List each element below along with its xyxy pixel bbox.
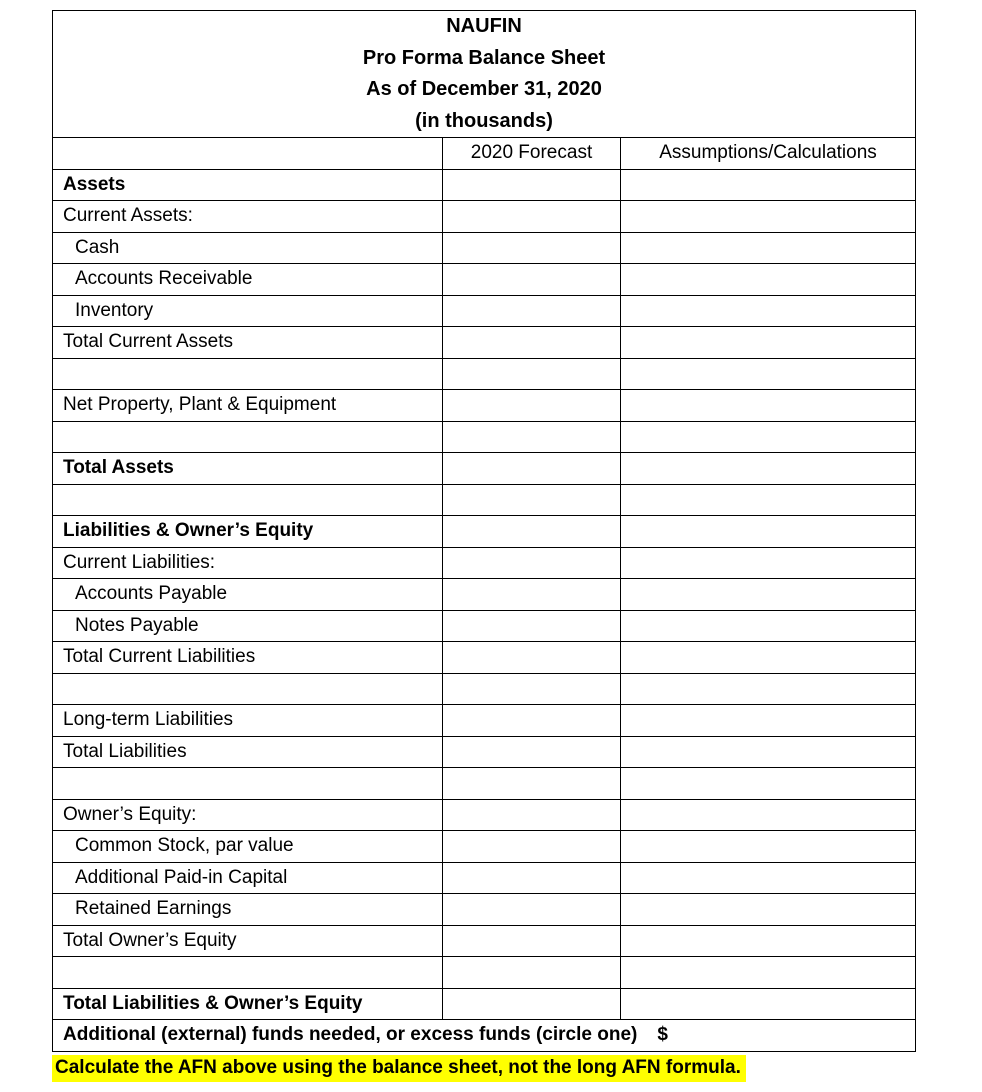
- table-row: [53, 201, 916, 233]
- column-header-row: [53, 138, 916, 170]
- table-row: [53, 421, 916, 453]
- row-label: [53, 484, 443, 516]
- row-label: Common Stock, par value: [53, 831, 443, 863]
- table-row: [53, 894, 916, 926]
- afn-instruction-note: Calculate the AFN above using the balance sheet, not the long AFN formula.: [52, 1055, 746, 1082]
- assumptions-cell[interactable]: [621, 957, 916, 989]
- forecast-cell[interactable]: [443, 799, 621, 831]
- sheet-title: Pro Forma Balance Sheet: [362, 46, 606, 69]
- row-label: Assets: [53, 169, 443, 201]
- forecast-cell[interactable]: [443, 390, 621, 422]
- row-label: Accounts Payable: [53, 579, 443, 611]
- assumptions-cell[interactable]: [621, 579, 916, 611]
- row-label: [53, 768, 443, 800]
- assumptions-cell[interactable]: [621, 295, 916, 327]
- table-row: [53, 327, 916, 359]
- forecast-cell[interactable]: [443, 453, 621, 485]
- assumptions-cell[interactable]: [621, 705, 916, 737]
- assumptions-cell[interactable]: [621, 736, 916, 768]
- table-row: [53, 579, 916, 611]
- forecast-cell[interactable]: [443, 547, 621, 579]
- forecast-cell[interactable]: [443, 831, 621, 863]
- assumptions-cell[interactable]: [621, 831, 916, 863]
- table-row: [53, 547, 916, 579]
- row-label: Net Property, Plant & Equipment: [53, 390, 443, 422]
- row-label: Notes Payable: [53, 610, 443, 642]
- table-row: [53, 673, 916, 705]
- title-block: [53, 11, 916, 138]
- table-row: [53, 642, 916, 674]
- forecast-cell[interactable]: [443, 925, 621, 957]
- table-row: [53, 736, 916, 768]
- table-row: [53, 516, 916, 548]
- forecast-cell[interactable]: [443, 358, 621, 390]
- forecast-cell[interactable]: [443, 673, 621, 705]
- forecast-cell[interactable]: [443, 421, 621, 453]
- assumptions-cell[interactable]: [621, 232, 916, 264]
- balance-sheet-page: [0, 10, 982, 1092]
- corner-cell: [53, 138, 443, 170]
- forecast-cell[interactable]: [443, 295, 621, 327]
- row-label: [53, 358, 443, 390]
- row-label: Owner’s Equity:: [53, 799, 443, 831]
- assumptions-cell[interactable]: [621, 421, 916, 453]
- forecast-cell[interactable]: [443, 169, 621, 201]
- assumptions-cell[interactable]: [621, 453, 916, 485]
- assumptions-cell[interactable]: [621, 264, 916, 296]
- table-row: [53, 295, 916, 327]
- assumptions-cell[interactable]: [621, 768, 916, 800]
- table-row: [53, 768, 916, 800]
- column-header-assumptions: Assumptions/Calculations: [621, 138, 916, 170]
- assumptions-cell[interactable]: [621, 988, 916, 1020]
- assumptions-cell[interactable]: [621, 327, 916, 359]
- assumptions-cell[interactable]: [621, 862, 916, 894]
- assumptions-cell[interactable]: [621, 673, 916, 705]
- row-label: Accounts Receivable: [53, 264, 443, 296]
- forecast-cell[interactable]: [443, 201, 621, 233]
- units-note: (in thousands): [415, 109, 553, 132]
- table-row: [53, 799, 916, 831]
- table-row: [53, 957, 916, 989]
- forecast-cell[interactable]: [443, 516, 621, 548]
- as-of-date: As of December 31, 2020: [366, 78, 602, 100]
- assumptions-cell[interactable]: [621, 610, 916, 642]
- row-label: Total Current Assets: [53, 327, 443, 359]
- forecast-cell[interactable]: [443, 232, 621, 264]
- table-row: [53, 169, 916, 201]
- assumptions-cell[interactable]: [621, 390, 916, 422]
- title-block-row: [53, 11, 916, 138]
- forecast-cell[interactable]: [443, 705, 621, 737]
- forecast-cell[interactable]: [443, 610, 621, 642]
- forecast-cell[interactable]: [443, 327, 621, 359]
- row-label: [53, 957, 443, 989]
- row-label: Inventory: [53, 295, 443, 327]
- assumptions-cell[interactable]: [621, 799, 916, 831]
- row-label: Liabilities & Owner’s Equity: [53, 516, 443, 548]
- assumptions-cell[interactable]: [621, 516, 916, 548]
- row-label: [53, 673, 443, 705]
- row-label: Long-term Liabilities: [53, 705, 443, 737]
- table-row: [53, 862, 916, 894]
- forecast-cell[interactable]: [443, 736, 621, 768]
- table-row: [53, 925, 916, 957]
- forecast-cell[interactable]: [443, 988, 621, 1020]
- assumptions-cell[interactable]: [621, 547, 916, 579]
- assumptions-cell[interactable]: [621, 642, 916, 674]
- column-header-forecast: 2020 Forecast: [443, 138, 621, 170]
- afn-cell[interactable]: [53, 1020, 916, 1052]
- company-name: NAUFIN: [446, 15, 522, 37]
- row-label: Total Liabilities & Owner’s Equity: [53, 988, 443, 1020]
- assumptions-cell[interactable]: [621, 484, 916, 516]
- forecast-cell[interactable]: [443, 894, 621, 926]
- table-row: [53, 358, 916, 390]
- row-label: Additional Paid-in Capital: [53, 862, 443, 894]
- row-label: Total Owner’s Equity: [53, 925, 443, 957]
- table-row: [53, 232, 916, 264]
- row-label: Total Assets: [53, 453, 443, 485]
- table-row: [53, 831, 916, 863]
- forecast-cell[interactable]: [443, 642, 621, 674]
- table-row: [53, 390, 916, 422]
- row-label: Total Current Liabilities: [53, 642, 443, 674]
- row-label: [53, 421, 443, 453]
- forecast-cell[interactable]: [443, 484, 621, 516]
- table-row: [53, 610, 916, 642]
- row-label: Cash: [53, 232, 443, 264]
- forecast-cell[interactable]: [443, 957, 621, 989]
- forecast-cell[interactable]: [443, 264, 621, 296]
- afn-label: Additional (external) funds needed, or excess funds (circle one): [63, 1024, 638, 1046]
- table-row: [53, 705, 916, 737]
- table-row: [53, 453, 916, 485]
- assumptions-cell[interactable]: [621, 925, 916, 957]
- afn-currency-symbol: $: [657, 1024, 668, 1046]
- row-label: Current Assets:: [53, 201, 443, 233]
- assumptions-cell[interactable]: [621, 894, 916, 926]
- balance-sheet-table: [52, 10, 916, 1052]
- row-label: Retained Earnings: [53, 894, 443, 926]
- forecast-cell[interactable]: [443, 768, 621, 800]
- row-label: Total Liabilities: [53, 736, 443, 768]
- assumptions-cell[interactable]: [621, 169, 916, 201]
- assumptions-cell[interactable]: [621, 201, 916, 233]
- table-row: [53, 484, 916, 516]
- table-body: [53, 169, 916, 1020]
- table-row: [53, 988, 916, 1020]
- assumptions-cell[interactable]: [621, 358, 916, 390]
- forecast-cell[interactable]: [443, 862, 621, 894]
- forecast-cell[interactable]: [443, 579, 621, 611]
- row-label: Current Liabilities:: [53, 547, 443, 579]
- afn-row: [53, 1020, 916, 1052]
- table-row: [53, 264, 916, 296]
